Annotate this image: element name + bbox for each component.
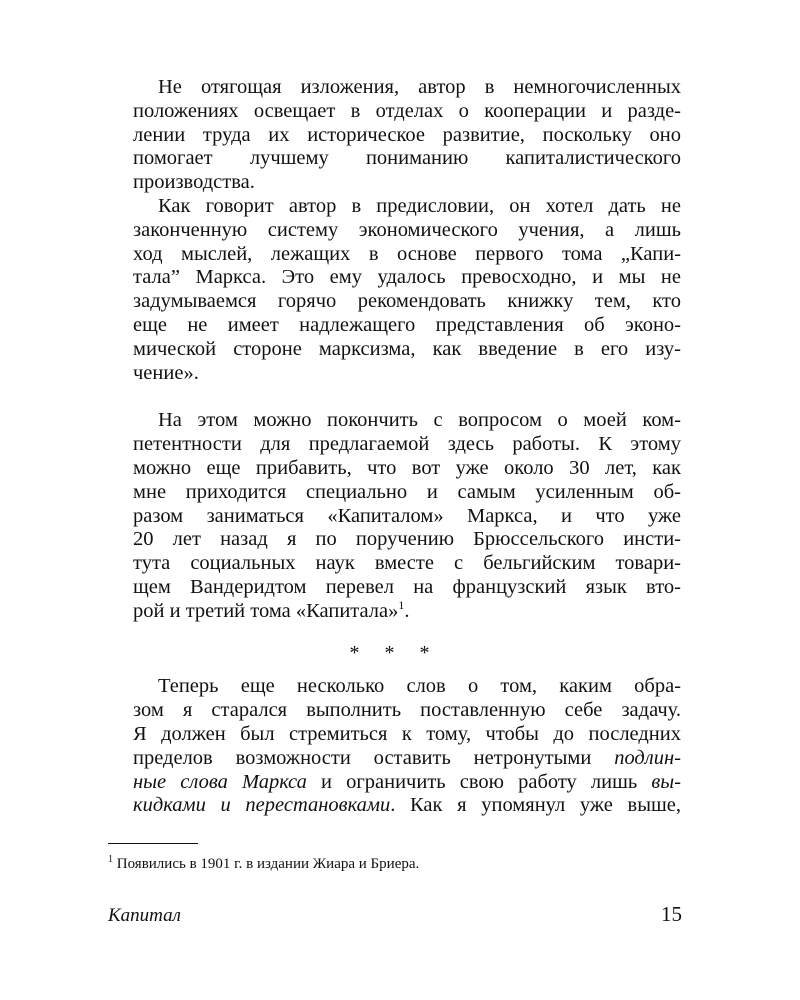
- text-line: Как говорит автор в предисловии, он хотел дать не: [158, 194, 681, 217]
- text-line: задумываемся горячо рекомендовать книжку тем, кто: [133, 290, 681, 313]
- text-line: зом я старался выполнить поставленную себе задачу.: [133, 699, 681, 722]
- text-line: помогает лучшему пониманию капиталистического: [133, 147, 681, 170]
- text-fragment: . Как я упомянул уже выше,: [390, 794, 682, 817]
- page-number: 15: [661, 902, 682, 926]
- text-line: тута социальных наук вместе с бельгийским товари-: [133, 552, 681, 575]
- paragraph-3: [108, 409, 681, 623]
- text-line: лении труда их историческое развитие, поскольку оно: [133, 123, 681, 146]
- text-line: Теперь еще несколько слов о том, каким обра-: [158, 675, 681, 698]
- text-line: мической стороне марксизма, как введение в его изу-: [133, 337, 681, 360]
- text-line: производства.: [133, 171, 255, 194]
- text-line: 20 лет назад я по поручению Брюссельского инсти-: [133, 528, 681, 551]
- text-fragment: и ограничить свою работу лишь: [306, 770, 652, 793]
- text-fragment: рой и третий тома «Капитала»: [133, 599, 399, 622]
- text-line: мне приходится специально и самым усиленным об-: [133, 480, 681, 503]
- italic-text: ные слова Маркса: [133, 770, 307, 793]
- text-line: [108, 597, 681, 624]
- text-line: разом заниматься «Капиталом» Маркса, и что уже: [133, 504, 681, 527]
- text-line: [108, 771, 681, 795]
- paragraph-gap: [108, 385, 681, 409]
- paragraph-1: [108, 76, 681, 195]
- paragraph-4: [108, 675, 681, 818]
- text-line: можно еще прибавить, что вот уже около 30 лет, как: [133, 456, 681, 479]
- text-line: На этом можно покончить с вопросом о моей ком-: [158, 409, 681, 432]
- text-line: [108, 747, 681, 771]
- text-line: Не отягощая изложения, автор в немногочисленных: [158, 76, 681, 98]
- text-line: чение».: [133, 361, 199, 384]
- text-line: Я должен был стремиться к тому, чтобы до последних: [133, 722, 681, 745]
- footnote-marker: 1: [108, 854, 113, 865]
- text-line: законченную систему экономического учения, а лишь: [133, 218, 681, 241]
- italic-text: подлин-: [614, 746, 681, 769]
- italic-text: кидками и перестановками: [133, 794, 391, 817]
- text-line: [108, 794, 681, 818]
- italic-text: вы-: [651, 770, 681, 793]
- paragraph-2: [108, 195, 681, 385]
- sentence-end: .: [404, 599, 410, 622]
- text-line: ход мыслей, лежащих в основе первого тома „Капи-: [133, 242, 681, 265]
- text-line: петентности для предлагаемой здесь работы. К этому: [133, 433, 681, 456]
- main-text: [108, 76, 681, 818]
- text-line: еще не имеет надлежащего представления об эконо-: [133, 313, 681, 336]
- text-line: тала” Маркса. Это ему удалось превосходно, и мы не: [133, 266, 681, 289]
- text-line: щем Вандеридтом перевел на французский язык вто-: [133, 575, 681, 598]
- footnote-text: Появились в 1901 г. в издании Жиара и Бриера.: [113, 856, 420, 872]
- footnote-reference: 1: [398, 597, 405, 612]
- text-fragment: пределов возможности оставить нетронутыми: [133, 746, 615, 769]
- text-line: положениях освещает в отделах о кооперации и разде-: [133, 99, 681, 122]
- footnote: [108, 855, 419, 873]
- running-title: Капитал: [108, 905, 181, 926]
- footnote-divider: [108, 843, 198, 844]
- section-separator: * * *: [349, 641, 440, 664]
